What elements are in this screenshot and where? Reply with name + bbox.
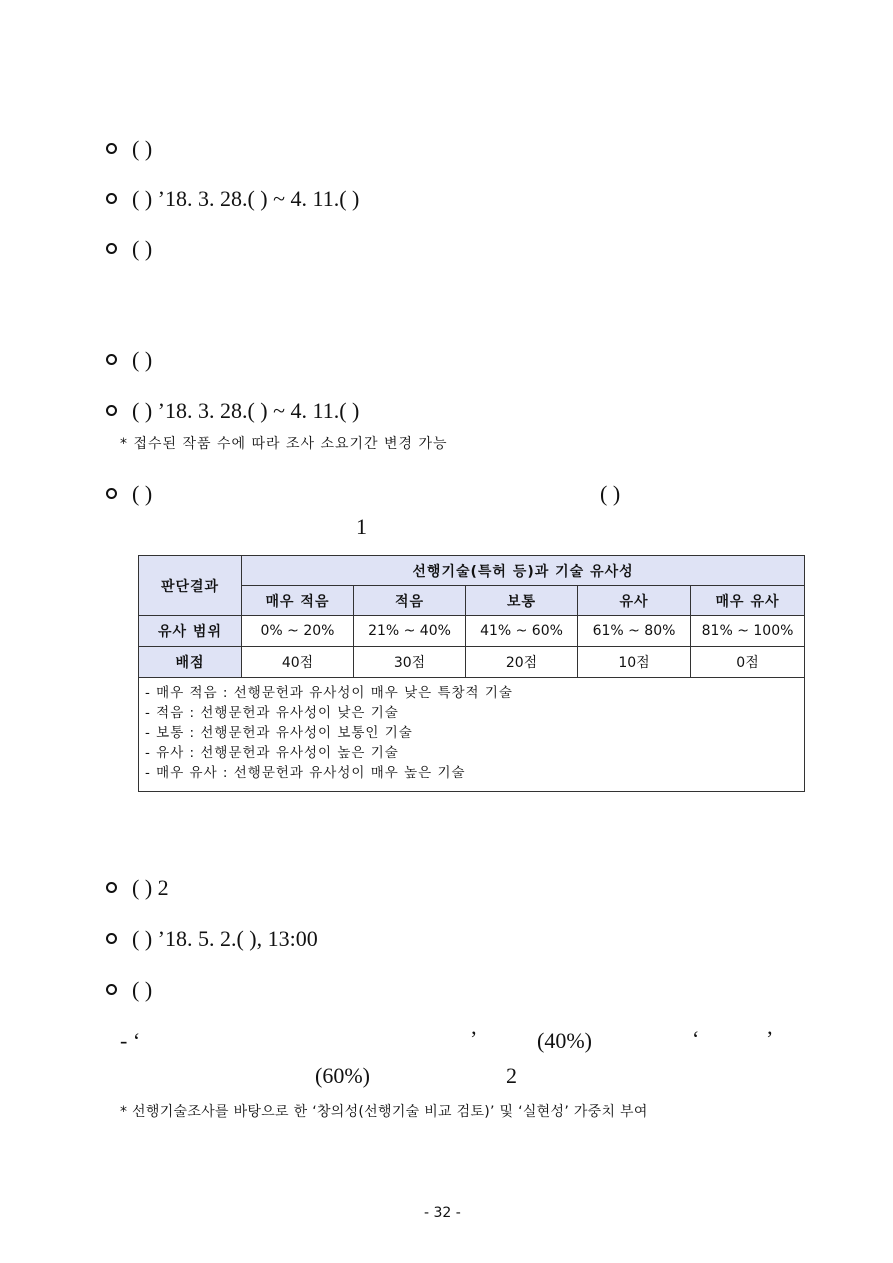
section-c-item-2: ( ) ’18. 5. 2.( ), 13:00: [132, 926, 318, 951]
category-cell: 보통: [466, 586, 578, 616]
section-c-note: * 선행기술조사를 바탕으로 한 ‘창의성(선행기술 비교 검토)’ 및 ‘실현성’ 가중치 부여: [120, 1104, 648, 1120]
score-cell: 30점: [354, 647, 466, 678]
legend-cell: [139, 678, 805, 792]
section-b-note: * 접수된 작품 수에 따라 조사 소요기간 변경 가능: [120, 436, 448, 452]
category-cell: 매우 유사: [691, 586, 805, 616]
section-c-item-3: ( ): [132, 977, 153, 1002]
page-number: - 32 -: [424, 1205, 461, 1221]
table-row: [139, 647, 805, 678]
score-cell: 20점: [466, 647, 578, 678]
section-b-item-3-right: ( ): [600, 481, 621, 506]
header-similarity: 선행기술(특허 등)과 기술 유사성: [242, 556, 805, 586]
score-cell: 0점: [691, 647, 805, 678]
section-b-item-2: ( ) ’18. 3. 28.( ) ~ 4. 11.( ): [132, 398, 360, 423]
section-b-item-1: ( ): [132, 347, 153, 372]
bullet-circle-icon: [106, 488, 117, 499]
range-cell: 0% ~ 20%: [242, 616, 354, 647]
score-cell: 40점: [242, 647, 354, 678]
section-b-item-3: ( ): [132, 481, 153, 506]
dash-prefix: - ‘: [120, 1028, 141, 1053]
bullet-circle-icon: [106, 193, 117, 204]
bullet-circle-icon: [106, 984, 117, 995]
table-row: [139, 616, 805, 647]
row-label-range: 유사 범위: [139, 616, 242, 647]
header-result: 판단결과: [139, 556, 242, 616]
bullet-circle-icon: [106, 882, 117, 893]
legend-line: - 적음 : 선행문헌과 유사성이 낮은 기술: [145, 705, 399, 721]
category-cell: 유사: [578, 586, 691, 616]
row-label-score: 배점: [139, 647, 242, 678]
quote-mark: ’: [470, 1026, 478, 1051]
bullet-circle-icon: [106, 243, 117, 254]
similarity-scoring-table: [138, 555, 805, 792]
legend-line: - 매우 유사 : 선행문헌과 유사성이 매우 높은 기술: [145, 765, 466, 781]
bullet-circle-icon: [106, 354, 117, 365]
weight-40: (40%): [537, 1028, 592, 1053]
category-cell: 매우 적음: [242, 586, 354, 616]
weight-60: (60%): [315, 1063, 370, 1088]
count-2: 2: [506, 1063, 517, 1088]
range-cell: 61% ~ 80%: [578, 616, 691, 647]
section-a-item-2: ( ) ’18. 3. 28.( ) ~ 4. 11.( ): [132, 186, 360, 211]
section-b-item-3-sub: 1: [356, 514, 367, 539]
bullet-circle-icon: [106, 143, 117, 154]
range-cell: 41% ~ 60%: [466, 616, 578, 647]
bullet-circle-icon: [106, 405, 117, 416]
category-cell: 적음: [354, 586, 466, 616]
bullet-circle-icon: [106, 933, 117, 944]
range-cell: 81% ~ 100%: [691, 616, 805, 647]
legend-line: - 유사 : 선행문헌과 유사성이 높은 기술: [145, 745, 399, 761]
range-cell: 21% ~ 40%: [354, 616, 466, 647]
score-cell: 10점: [578, 647, 691, 678]
quote-mark: ’: [766, 1026, 774, 1051]
section-a-item-1: ( ): [132, 136, 153, 161]
section-a-item-3: ( ): [132, 236, 153, 261]
legend-line: - 보통 : 선행문헌과 유사성이 보통인 기술: [145, 725, 413, 741]
quote-mark: ‘: [692, 1026, 700, 1051]
section-c-item-1: ( ) 2: [132, 875, 169, 900]
legend-line: - 매우 적음 : 선행문헌과 유사성이 매우 낮은 특창적 기술: [145, 685, 513, 701]
